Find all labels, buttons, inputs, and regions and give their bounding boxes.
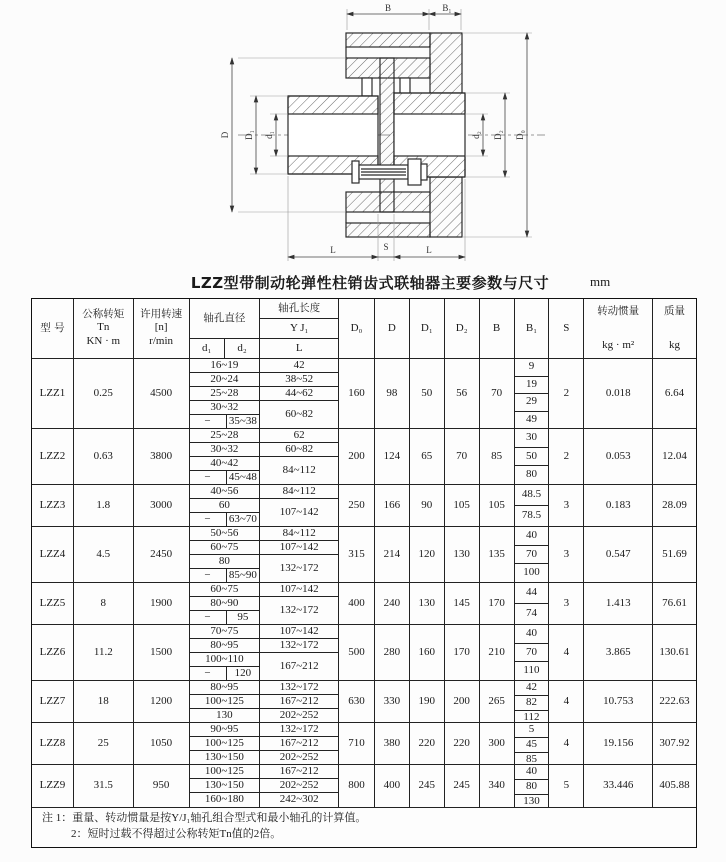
- bore-row: 130~150: [204, 751, 244, 763]
- header-D1: D₁: [410, 299, 445, 358]
- cell-D1: 220: [410, 723, 445, 764]
- header-d2: d₂: [224, 339, 259, 358]
- header-S: S: [549, 299, 584, 358]
- page-title: LZZ型带制动轮弹性柱销齿式联轴器主要参数与尺寸: [190, 274, 550, 292]
- dim-label-L-left: L: [330, 245, 336, 255]
- bore-row-split: [190, 471, 260, 484]
- cell-model: LZZ7: [32, 681, 74, 722]
- header-bore-length: [260, 299, 339, 358]
- cell-inertia: 33.446: [584, 765, 653, 807]
- cell-bore-diameters: [190, 625, 261, 680]
- cell-B1-values: [515, 429, 550, 484]
- cell-speed: 3000: [134, 485, 190, 526]
- table-header-row: [32, 299, 696, 359]
- cell-D: 166: [375, 485, 410, 526]
- B1-value: 42: [515, 681, 549, 696]
- cell-model: LZZ4: [32, 527, 74, 582]
- cell-B1-values: [515, 583, 550, 624]
- cell-S: 3: [549, 485, 584, 526]
- cell-D2: 130: [445, 527, 480, 582]
- cell-speed: 1900: [134, 583, 190, 624]
- cell-D0: 160: [339, 359, 375, 428]
- bore-d1: −: [204, 667, 211, 679]
- bore-row-split: [190, 611, 260, 624]
- cell-mass: 12.04: [662, 449, 687, 462]
- dim-label-B: B: [384, 3, 392, 13]
- cell-D0: 400: [339, 583, 375, 624]
- brake-web-top: [430, 33, 462, 93]
- cell-D1: 120: [410, 527, 445, 582]
- bore-d1: −: [204, 415, 211, 427]
- length-cell: 167~212: [260, 737, 338, 751]
- cell-mass: 76.61: [662, 596, 687, 609]
- bore-row: [190, 415, 260, 428]
- cell-D2: 220: [445, 723, 480, 764]
- bore-row: [190, 513, 260, 526]
- cell-inertia: 0.547: [584, 527, 653, 582]
- header-speed-unit: r/min: [149, 335, 174, 348]
- cell-torque: 1.8: [74, 485, 134, 526]
- B1-value: 70: [515, 644, 549, 663]
- B1-value: 78.5: [521, 509, 542, 522]
- bore-row: 40~42: [190, 457, 260, 471]
- cell-inertia: 10.753: [584, 681, 653, 722]
- bore-row: [190, 611, 260, 624]
- cell-D1: 160: [410, 625, 445, 680]
- table-notes: [32, 807, 696, 847]
- bore-row: 130~150: [190, 779, 260, 793]
- B1-value: 85: [525, 752, 537, 764]
- length-cell: 132~172: [260, 723, 338, 737]
- cell-D1: 245: [410, 765, 445, 807]
- table-row-LZZ1: [32, 359, 696, 429]
- dim-label-D: D: [220, 131, 230, 139]
- table-row-LZZ5: [32, 583, 696, 625]
- cell-D: 280: [375, 625, 410, 680]
- cell-bore-lengths: [260, 583, 339, 624]
- bore-row: 90~95: [190, 723, 260, 737]
- cell-speed: 1050: [134, 723, 190, 764]
- bore-row: 80~90: [190, 597, 260, 611]
- cell-B1-values: [515, 625, 550, 680]
- cell-bore-diameters: [190, 723, 261, 764]
- spacer-disc: [380, 58, 394, 212]
- cell-inertia: 0.018: [584, 359, 653, 428]
- cell-inertia: 19.156: [584, 723, 653, 764]
- cell-speed: 1500: [134, 625, 190, 680]
- header-model: 型 号: [32, 299, 74, 358]
- note-line-1: 注 1：重量、转动惯量是按Y/J₁轴孔组合型式和最小轴孔的计算值。: [42, 812, 367, 824]
- B1-value: 48.5: [515, 485, 549, 506]
- length-cell: 38~52: [260, 373, 338, 387]
- cell-B: 70: [480, 359, 515, 428]
- length-cell: 107~142: [260, 541, 338, 555]
- cell-inertia: 0.053: [584, 429, 653, 484]
- cell-torque: 11.2: [74, 625, 134, 680]
- B1-value: 130: [523, 794, 540, 807]
- cell-bore-diameters: [190, 527, 261, 582]
- bore-d2: 45~48: [226, 471, 260, 484]
- B1-value: 40: [515, 765, 549, 780]
- cell-inertia: 3.865: [584, 625, 653, 680]
- header-speed-name: 许用转速: [140, 308, 183, 321]
- cell-torque: 4.5: [74, 527, 134, 582]
- cell-D: 330: [375, 681, 410, 722]
- header-mass-unit: kg: [669, 339, 681, 352]
- brake-web-bottom: [430, 177, 462, 237]
- bore-row: [190, 471, 260, 484]
- cell-inertia: 0.183: [584, 485, 653, 526]
- length-cell: 42: [260, 359, 338, 373]
- cell-B1-values: [515, 527, 550, 582]
- cell-D: 400: [375, 765, 410, 807]
- dim-label-S: S: [383, 242, 389, 252]
- cell-B1-values: [515, 723, 550, 764]
- cell-S: 2: [549, 359, 584, 428]
- cell-D: 98: [375, 359, 410, 428]
- cell-torque: 31.5: [74, 765, 134, 807]
- cell-bore-lengths: [260, 485, 339, 526]
- dim-label-L-right: L: [426, 245, 432, 255]
- header-L: L: [260, 338, 338, 358]
- cell-D0: 800: [339, 765, 375, 807]
- cell-model: LZZ9: [32, 765, 74, 807]
- B1-value: 5: [515, 723, 549, 738]
- B1-value: 44: [515, 583, 549, 604]
- bore-row: 100~110: [190, 653, 260, 667]
- length-cell: 60~82: [285, 407, 314, 420]
- brake-rim-top: [346, 33, 430, 47]
- bore-row: 80~95: [190, 681, 260, 695]
- header-YJ1: Y J₁: [260, 318, 338, 338]
- length-cell: 202~252: [279, 751, 319, 763]
- cell-D0: 315: [339, 527, 375, 582]
- bore-row: 16~19: [190, 359, 260, 373]
- bore-row: [190, 569, 260, 582]
- cell-B: 85: [480, 429, 515, 484]
- B1-value: 40: [515, 527, 549, 546]
- bore-row: 100~125: [190, 695, 260, 709]
- bore-d2: 120: [226, 667, 260, 680]
- B1-value: 70: [515, 546, 549, 565]
- cell-D1: 190: [410, 681, 445, 722]
- length-cell: 84~112: [282, 463, 316, 476]
- bore-row: 80~95: [190, 639, 260, 653]
- bore-row: 25~28: [190, 387, 260, 401]
- cell-B1-values: [515, 681, 550, 722]
- cell-S: 4: [549, 723, 584, 764]
- B1-value: 40: [515, 625, 549, 644]
- cell-bore-diameters: [190, 359, 261, 428]
- cell-D1: 130: [410, 583, 445, 624]
- cell-B: 300: [480, 723, 515, 764]
- cell-model: LZZ2: [32, 429, 74, 484]
- dim-label-B1: B₁: [442, 3, 452, 13]
- cell-B: 210: [480, 625, 515, 680]
- cell-bore-lengths: [260, 723, 339, 764]
- cell-bore-lengths: [260, 359, 339, 428]
- cell-bore-lengths: [260, 765, 339, 807]
- bore-row: 100~125: [190, 765, 260, 779]
- cell-S: 5: [549, 765, 584, 807]
- dim-label-D2: D₂: [493, 130, 503, 140]
- bore-d2: 63~70: [226, 513, 260, 526]
- header-mass-name: 质量: [664, 305, 686, 317]
- table-body: [32, 359, 696, 807]
- B1-value: 100: [523, 566, 540, 579]
- cell-D1: 50: [410, 359, 445, 428]
- bore-row: 50~56: [190, 527, 260, 541]
- cell-B1-values: [515, 359, 550, 428]
- cell-speed: 2450: [134, 527, 190, 582]
- cell-bore-lengths: [260, 681, 339, 722]
- bore-d1: −: [204, 569, 211, 581]
- cell-B: 135: [480, 527, 515, 582]
- bore-d2: 95: [226, 611, 260, 624]
- bore-row-split: [190, 513, 260, 526]
- pin-top-left: [362, 78, 372, 96]
- length-cell: 44~62: [260, 387, 338, 401]
- length-cell: 132~172: [279, 603, 319, 616]
- bore-d1: −: [204, 611, 211, 623]
- note-line-2: 2：短时过载不得超过公称转矩Tn值的2倍。: [71, 827, 282, 840]
- B1-value: 80: [515, 780, 549, 795]
- cell-D: 380: [375, 723, 410, 764]
- cell-D1: 65: [410, 429, 445, 484]
- cell-torque: 25: [74, 723, 134, 764]
- cell-D: 124: [375, 429, 410, 484]
- length-cell: 60~82: [260, 443, 338, 457]
- header-torque-symbol: Tn: [97, 321, 110, 334]
- length-cell: 84~112: [260, 485, 338, 499]
- header-D2: D₂: [445, 299, 480, 358]
- header-speed-symbol: [n]: [154, 321, 168, 334]
- length-cell: 132~172: [260, 639, 338, 653]
- cell-D2: 56: [445, 359, 480, 428]
- coupling-drawing-svg: [0, 0, 726, 270]
- cell-D0: 630: [339, 681, 375, 722]
- cell-mass: 130.61: [659, 645, 690, 658]
- unit-label: mm: [590, 274, 611, 289]
- table-row-LZZ7: [32, 681, 696, 723]
- bore-row: 100~125: [190, 737, 260, 751]
- cell-inertia: 1.413: [584, 583, 653, 624]
- length-cell: 167~212: [260, 765, 338, 779]
- title-row: [0, 272, 726, 298]
- bore-row: 60~75: [190, 541, 260, 555]
- cell-mass: 28.09: [662, 498, 687, 511]
- dim-label-d2: d₂: [471, 131, 481, 139]
- B1-value: 29: [515, 394, 549, 412]
- bore-row-split: [190, 415, 260, 428]
- cell-D2: 145: [445, 583, 480, 624]
- B1-value: 112: [523, 710, 540, 722]
- cell-model: LZZ1: [32, 359, 74, 428]
- cell-D0: 250: [339, 485, 375, 526]
- cell-D: 214: [375, 527, 410, 582]
- table-row-LZZ6: [32, 625, 696, 681]
- table-row-LZZ4: [32, 527, 696, 583]
- header-B1: B₁: [515, 299, 550, 358]
- bore-row: 130: [216, 709, 233, 721]
- B1-value: 30: [515, 429, 549, 448]
- cell-D2: 200: [445, 681, 480, 722]
- cell-bore-diameters: [190, 681, 261, 722]
- table-row-LZZ9: [32, 765, 696, 807]
- cell-S: 2: [549, 429, 584, 484]
- cell-S: 4: [549, 681, 584, 722]
- table-row-LZZ2: [32, 429, 696, 485]
- length-cell: 167~212: [260, 695, 338, 709]
- bore-d1: −: [204, 513, 211, 525]
- B1-value: 110: [523, 664, 540, 677]
- length-cell: 107~142: [279, 505, 319, 518]
- B1-value: 80: [525, 468, 537, 481]
- cell-D0: 710: [339, 723, 375, 764]
- cell-D0: 500: [339, 625, 375, 680]
- header-B: B: [480, 299, 515, 358]
- bore-row: 60~75: [190, 583, 260, 597]
- B1-value: 74: [525, 607, 537, 620]
- B1-value: 49: [525, 412, 537, 425]
- bore-row: 60: [190, 499, 260, 513]
- dim-label-D1: D₁: [244, 130, 254, 140]
- header-inertia-unit: kg · m²: [602, 339, 635, 352]
- bore-row: 70~75: [190, 625, 260, 639]
- cell-model: LZZ8: [32, 723, 74, 764]
- bore-row: [190, 667, 260, 680]
- cell-S: 4: [549, 625, 584, 680]
- cell-B: 170: [480, 583, 515, 624]
- cell-B: 105: [480, 485, 515, 526]
- cell-bore-diameters: [190, 583, 261, 624]
- bore-row: 20~24: [190, 373, 260, 387]
- bore-row: 25~28: [190, 429, 260, 443]
- header-d1: d₁: [202, 341, 212, 354]
- cell-speed: 950: [134, 765, 190, 807]
- length-cell: 242~302: [279, 793, 319, 806]
- bore-row: 30~32: [190, 443, 260, 457]
- bore-row-split: [190, 667, 260, 680]
- coupling-section-drawing: [0, 0, 726, 270]
- B1-value: 82: [515, 696, 549, 711]
- length-cell: 107~142: [260, 583, 338, 597]
- cell-S: 3: [549, 583, 584, 624]
- header-torque-unit: KN · m: [86, 335, 121, 348]
- cell-mass: 51.69: [662, 547, 687, 560]
- B1-value: 19: [515, 377, 549, 395]
- cell-bore-diameters: [190, 429, 261, 484]
- parameters-table: [31, 298, 697, 848]
- cell-mass: 307.92: [659, 736, 690, 749]
- header-mass: [653, 299, 696, 358]
- cell-D0: 200: [339, 429, 375, 484]
- header-torque-name: 公称转矩: [82, 308, 125, 321]
- length-cell: 132~172: [260, 681, 338, 695]
- header-speed: [134, 299, 190, 358]
- cell-D2: 245: [445, 765, 480, 807]
- cell-bore-diameters: [190, 765, 261, 807]
- dim-label-D0: D₀: [515, 130, 525, 140]
- length-cell: 62: [260, 429, 338, 443]
- cell-bore-lengths: [260, 429, 339, 484]
- cell-speed: 1200: [134, 681, 190, 722]
- header-D0: D₀: [339, 299, 375, 358]
- cell-bore-lengths: [260, 625, 339, 680]
- cell-bore-diameters: [190, 485, 261, 526]
- cell-D2: 105: [445, 485, 480, 526]
- cell-B: 265: [480, 681, 515, 722]
- cell-D1: 90: [410, 485, 445, 526]
- cell-speed: 3800: [134, 429, 190, 484]
- bore-d1: −: [204, 471, 211, 483]
- length-cell: 167~212: [279, 659, 319, 672]
- length-cell: 84~112: [260, 527, 338, 541]
- cell-mass: 405.88: [659, 779, 690, 792]
- cell-model: LZZ5: [32, 583, 74, 624]
- header-bore-diameter-name: 轴孔直径: [203, 311, 246, 324]
- length-cell: 132~172: [279, 561, 319, 574]
- cell-mass: 6.64: [664, 386, 685, 399]
- cell-B1-values: [515, 485, 550, 526]
- bore-row: 160~180: [204, 793, 244, 806]
- cell-bore-lengths: [260, 527, 339, 582]
- length-cell: 202~252: [279, 709, 319, 721]
- cell-torque: 0.25: [74, 359, 134, 428]
- cell-mass: 222.63: [659, 694, 690, 707]
- header-inertia-name: 转动惯量: [597, 305, 640, 317]
- cell-model: LZZ3: [32, 485, 74, 526]
- cell-torque: 0.63: [74, 429, 134, 484]
- cell-B1-values: [515, 765, 550, 807]
- length-cell: 107~142: [260, 625, 338, 639]
- cell-B: 340: [480, 765, 515, 807]
- cell-D2: 70: [445, 429, 480, 484]
- B1-value: 50: [515, 448, 549, 467]
- table-row-LZZ3: [32, 485, 696, 527]
- B1-value: 45: [515, 738, 549, 753]
- bore-row: 80: [190, 555, 260, 569]
- cell-speed: 4500: [134, 359, 190, 428]
- bore-row: 30~32: [190, 401, 260, 415]
- cell-torque: 8: [74, 583, 134, 624]
- cell-model: LZZ6: [32, 625, 74, 680]
- B1-value: 9: [515, 359, 549, 377]
- bore-row: 40~56: [190, 485, 260, 499]
- cell-D2: 170: [445, 625, 480, 680]
- bore-d2: 35~38: [226, 415, 260, 428]
- brake-rim-bottom: [346, 223, 430, 237]
- bore-d2: 85~90: [226, 569, 260, 582]
- cell-torque: 18: [74, 681, 134, 722]
- length-cell: 202~252: [260, 779, 338, 793]
- bore-row-split: [190, 569, 260, 582]
- dim-label-d1: d₁: [264, 131, 274, 139]
- header-torque: [74, 299, 134, 358]
- cell-S: 3: [549, 527, 584, 582]
- header-D: D: [375, 299, 410, 358]
- header-bore-diameter: [190, 299, 261, 358]
- header-inertia: [584, 299, 653, 358]
- cell-D: 240: [375, 583, 410, 624]
- header-bore-length-name: 轴孔长度: [278, 301, 321, 314]
- table-row-LZZ8: [32, 723, 696, 765]
